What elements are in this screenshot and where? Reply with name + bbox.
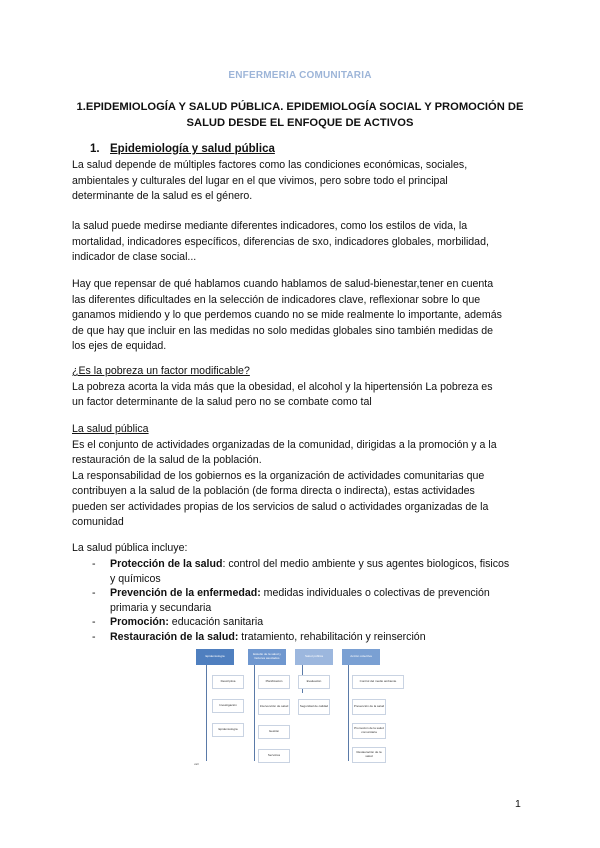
diagram-footnote: vall <box>194 762 199 766</box>
paragraph-line: mortalidad, indicadores específicos, diferencias de sxo, indicadores globales, morbilidad, <box>72 235 489 248</box>
document-title <box>70 99 530 131</box>
paragraph-line: La salud depende de múltiples factores como las condiciones económicas, sociales, <box>72 159 468 171</box>
list-intro: La salud pública incluye: <box>72 542 188 554</box>
list-item <box>92 557 532 586</box>
paragraph <box>72 158 532 205</box>
diagram-header: Estudio de la salud y factores asociados <box>248 649 286 665</box>
subheading: ¿Es la pobreza un factor modificable? <box>72 365 250 377</box>
list-term: Prevención de la enfermedad: <box>110 587 261 599</box>
diagram-box: Promoción de la salud comunitaria <box>352 723 386 739</box>
list-desc: educación sanitaria <box>168 616 264 628</box>
course-header: ENFERMERIA COMUNITARIA <box>228 70 372 81</box>
paragraph-line: La responsabilidad de los gobiernos es la organización de actividades comunitarias que <box>72 469 485 482</box>
diagram-box: Gestión <box>258 725 290 739</box>
diagram-box: Prevención de la salud <box>352 699 386 715</box>
diagram-box: Planificación <box>258 675 290 689</box>
list-term-sep: : <box>222 558 226 570</box>
paragraph-line: comunidad <box>72 516 124 528</box>
paragraph-line: un factor determinante de la salud pero no se combate como tal <box>72 396 372 408</box>
diagram-header: Acción colectiva <box>342 649 380 665</box>
paragraph-line: restauración de la salud de la población. <box>72 454 262 466</box>
list-item <box>92 615 532 630</box>
list-term: Promoción: <box>110 616 169 628</box>
paragraph <box>72 219 532 266</box>
paragraph-line: determinante de la salud es el género. <box>72 190 253 202</box>
salud-publica-section <box>72 422 532 531</box>
paragraph-line: las diferentes dificultades en la selección de indicadores clave, reflexionar sobre lo que <box>72 293 481 306</box>
paragraph-line: La pobreza acorta la vida más que la obesidad, el alcohol y la hipertensión La pobreza es <box>72 380 493 393</box>
page-number: 1 <box>515 798 521 810</box>
pobreza-section <box>72 364 532 411</box>
diagram-connector <box>254 665 255 761</box>
paragraph-line: la salud puede medirse mediante diferentes indicadores, como los estilos de vida, la <box>72 220 468 232</box>
diagram-header: Salud pública <box>295 649 333 665</box>
salud-publica-diagram <box>192 649 408 767</box>
subheading: La salud pública <box>72 423 149 435</box>
diagram-box: Seguridad de calidad <box>298 699 330 715</box>
section-heading <box>90 143 275 155</box>
document-title-line: 1.EPIDEMIOLOGÍA Y SALUD PÚBLICA. EPIDEMIOLOGÍA SOCIAL Y PROMOCIÓN DE <box>76 101 524 113</box>
paragraph-line: de que hay que incluir en las medidas no solo medidas globales sino también medidas de <box>72 324 494 337</box>
paragraph-line: Es el conjunto de actividades organizadas de la comunidad, dirigidas a la promoción y a la <box>72 438 497 451</box>
diagram-box: Intervención de salud <box>258 699 290 715</box>
section-heading-text: Epidemiología y salud pública <box>110 143 275 155</box>
paragraph-line: indicador de clase social... <box>72 251 197 263</box>
list-term: Restauración de la salud: <box>110 630 239 643</box>
document-title-line: SALUD DESDE EL ENFOQUE DE ACTIVOS <box>186 117 414 129</box>
diagram-connector <box>348 665 349 761</box>
paragraph-line: Hay que repensar de qué hablamos cuando hablamos de salud-bienestar,tener en cuenta <box>72 278 494 290</box>
diagram-header: Epidemiología <box>196 649 234 665</box>
section-number: 1. <box>90 143 100 155</box>
paragraph-line: los ejes de equidad. <box>72 340 167 352</box>
paragraph <box>72 277 532 355</box>
diagram-box: Descriptiva <box>212 675 244 689</box>
diagram-box: Control del medio ambiente <box>352 675 404 689</box>
list-dash: - <box>92 587 96 599</box>
list-dash: - <box>92 630 96 643</box>
list-term: Protección de la salud <box>110 558 223 570</box>
list-desc: y químicos <box>110 572 161 585</box>
paragraph-line: ganamos midiendo y lo que perdemos cuando no se mide realmente lo importante, además <box>72 309 502 321</box>
list-desc: control del medio ambiente y sus agentes biologicos, fisicos <box>225 558 510 570</box>
diagram-connector <box>206 665 207 761</box>
salud-publica-list <box>92 557 532 644</box>
list-item <box>92 630 532 645</box>
list-item <box>92 586 532 615</box>
list-desc: tratamiento, rehabilitación y reinserción <box>238 630 426 643</box>
list-dash: - <box>92 558 96 570</box>
diagram-box: Epidemiología <box>212 723 244 737</box>
diagram-box: Restauración de la salud <box>352 747 386 763</box>
list-desc: primaria y secundaria <box>110 601 212 614</box>
list-desc: medidas individuales o colectivas de prevención <box>260 587 490 599</box>
diagram-box: Evaluación <box>298 675 330 689</box>
diagram-box: Investigación <box>212 699 244 713</box>
paragraph-line: ambientales y culturales del lugar en el que vivimos, pero sobre todo el principal <box>72 174 448 187</box>
paragraph-line: contribuyen a la salud de la población (de forma directa o indirecta), estas actividades <box>72 485 475 497</box>
list-dash: - <box>92 616 96 628</box>
paragraph-line: pueden ser actividades propias de los servicios de salud o actividades organizadas de la <box>72 500 489 513</box>
diagram-box: Servicios <box>258 749 290 763</box>
